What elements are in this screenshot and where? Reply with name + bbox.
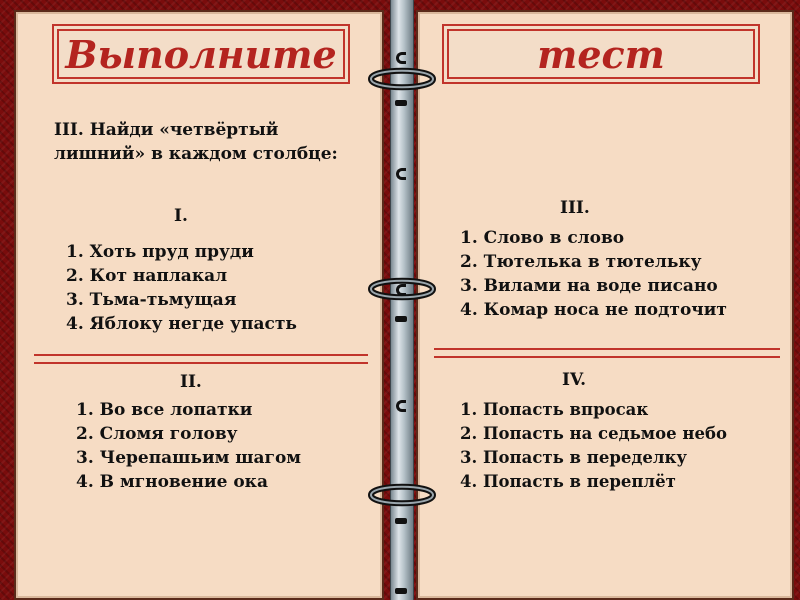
binder-ring-icon: [365, 276, 439, 302]
group-list-3: [460, 226, 727, 322]
task-instruction: III. Найди «четвёртый лишний» в каждом столбце:: [54, 120, 338, 164]
binder-slot-icon: [395, 316, 407, 322]
group-numeral-3: III.: [560, 198, 590, 218]
list-item: 3. Тьма-тьмущая: [66, 290, 237, 310]
list-item: 4. Яблоку негде упасть: [66, 314, 297, 334]
title-left: Выполните: [52, 24, 350, 84]
binder-slot-icon: [395, 588, 407, 594]
list-item: 4. В мгновение ока: [76, 472, 268, 492]
list-item: 2. Тютелька в тютельку: [460, 252, 702, 272]
binder-slot-icon: [395, 518, 407, 524]
list-item: 2. Попасть на седьмое небо: [460, 424, 727, 443]
list-item: 4. Комар носа не подточит: [460, 300, 727, 320]
list-item: 1. Во все лопатки: [76, 400, 253, 420]
binder-ring-icon: [365, 66, 439, 92]
section-divider: [434, 348, 780, 358]
list-item: 2. Сломя голову: [76, 424, 238, 444]
group-numeral-4: IV.: [562, 370, 587, 390]
list-item: 3. Вилами на воде писано: [460, 276, 718, 296]
list-item: 1. Хоть пруд пруди: [66, 242, 254, 262]
group-numeral-2: II.: [180, 372, 202, 392]
list-item: 3. Попасть в переделку: [460, 448, 687, 467]
list-item: 1. Слово в слово: [460, 228, 625, 248]
binder-hole-icon: [396, 52, 406, 64]
binder-hole-icon: [396, 168, 406, 180]
binder-slot-icon: [395, 100, 407, 106]
group-list-4: [460, 398, 727, 494]
title-right: тест: [442, 24, 760, 84]
list-item: 3. Черепашьим шагом: [76, 448, 302, 468]
list-item: 2. Кот наплакал: [66, 266, 228, 286]
list-item: 4. Попасть в переплёт: [460, 472, 676, 491]
binder-hole-icon: [396, 400, 406, 412]
group-numeral-1: I.: [174, 206, 188, 226]
binder-ring-icon: [365, 482, 439, 508]
group-list-1: [66, 240, 297, 336]
group-list-2: [76, 398, 301, 494]
section-divider: [34, 354, 368, 364]
list-item: 1. Попасть впросак: [460, 400, 649, 419]
